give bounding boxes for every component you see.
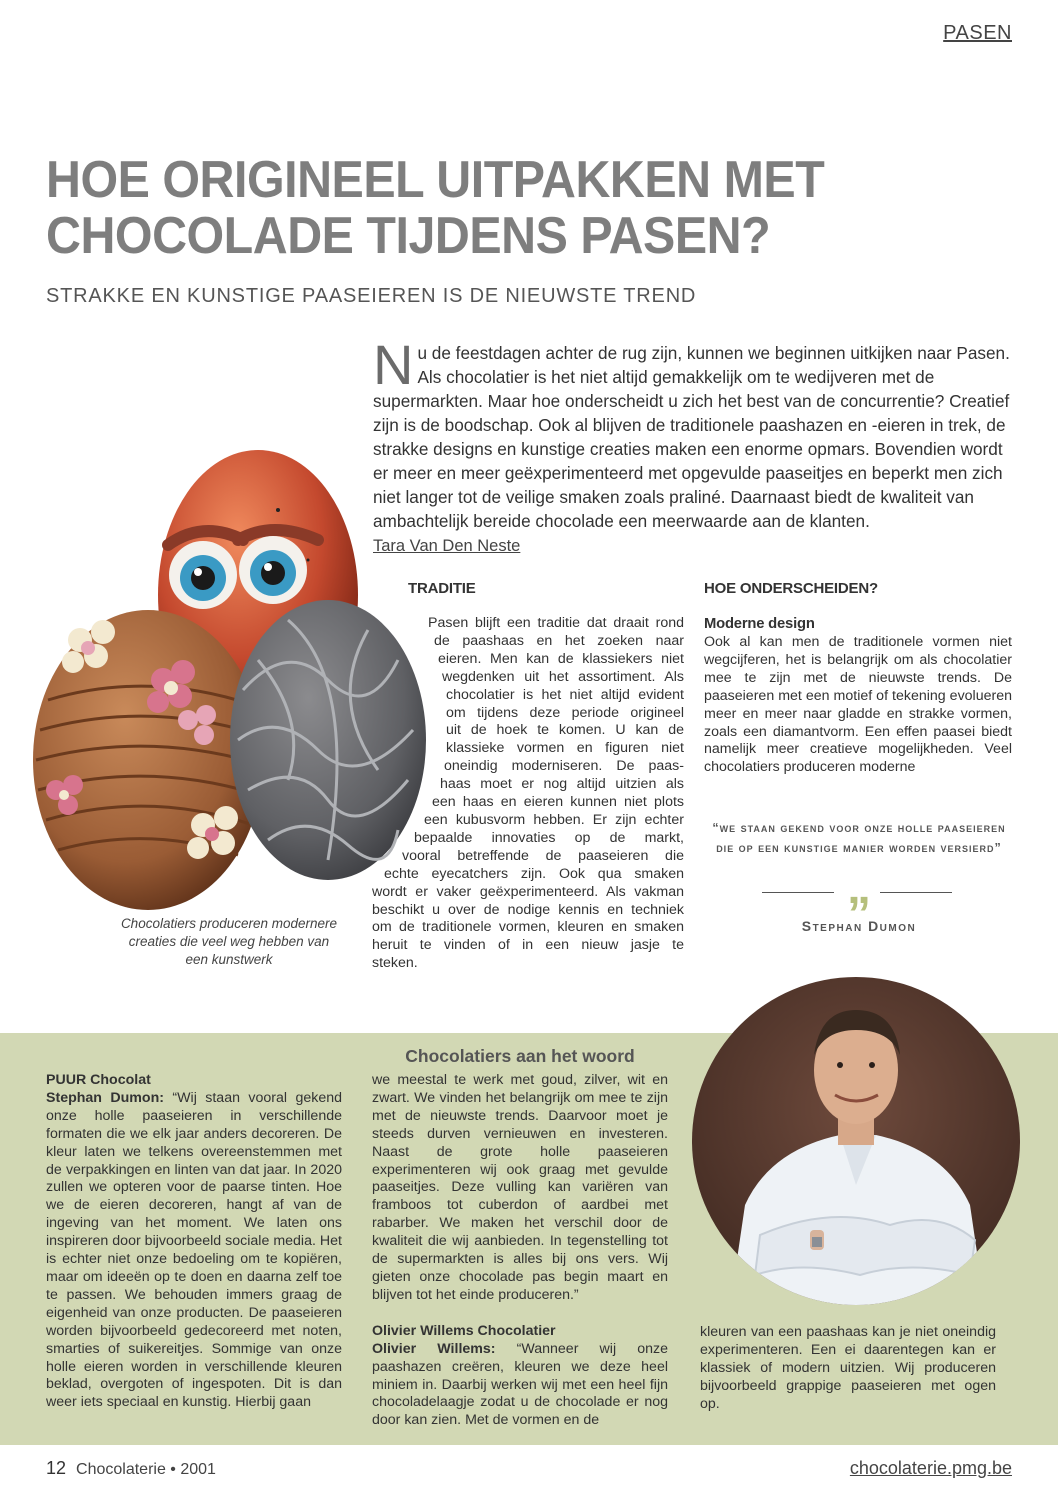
title-line-2: CHOCOLADE TIJDENS PASEN?	[46, 207, 771, 265]
author-byline[interactable]: Tara Van Den Neste	[373, 537, 521, 555]
traditie-line: Pasen blijft een traditie dat draait rond	[428, 615, 684, 631]
easter-eggs-image	[28, 440, 428, 910]
divider-line-right	[880, 892, 952, 893]
intro-line-2: Als chocolatier is het niet altijd gemakkelijk om te wedijveren met de	[417, 367, 935, 387]
drop-cap: N	[373, 333, 414, 396]
intro-line-1: u de feestdagen achter de rug zijn, kunnen we beginnen uitkijken naar Pasen.	[417, 343, 1010, 363]
puur-column	[46, 1072, 342, 1412]
traditie-line: wegdenken uit het assortiment. Als	[442, 668, 684, 685]
traditie-line: eieren. Men kan de klassiekers niet	[438, 650, 684, 667]
olivier-quote-text: “Wanneer wij onze paashazen creëren, kleuren we deze heel miniem in. Daarbij werken wij met een heel fijn chocoladelaagje zodat u de chocolade er nog door kan zien. Met de vormen en de	[372, 1340, 668, 1429]
section-tag: PASEN	[943, 22, 1012, 44]
puur-quote	[46, 1090, 342, 1412]
olivier-quote	[372, 1341, 668, 1431]
traditie-line: een haas en eieren kunnen niet plots	[432, 794, 684, 811]
quote-divider	[706, 861, 1012, 914]
puur-company: PUUR Chocolat	[46, 1072, 151, 1088]
middle-column	[372, 1072, 668, 1430]
traditie-line: haas moet er nog altijd uitzien als	[440, 776, 684, 793]
traditie-line: vooral betreffende de paaseieren die	[402, 847, 684, 864]
traditie-line: klassieke vormen en figuren niet	[446, 740, 684, 757]
traditie-line: de paashaas en het zoeken naar	[434, 632, 684, 649]
moderne-design-text: Ook al kan men de traditionele vormen niet wegcijferen, het is belangrijk om als chocolatier mee te zijn met de nieuwste trends. De paaseieren met een motief of tekening evolueren meer en meer naar gladde en strakke vormen, zoals een diamantvorm. Een effen paasei biedt namelijk meer creatieve mogelijkheden. Veel chocolatiers produceren moderne	[704, 634, 1012, 776]
olivier-quote-continued: kleuren van een paashaas kan je niet oneindig experimenteren. Een ei daarentegen kan er klassiek of modern uitzien. Wij produceren bijvoorbeeld grappige paaseieren met ogen op.	[700, 1324, 996, 1412]
article-subtitle: STRAKKE EN KUNSTIGE PAASEIEREN IS DE NIEUWSTE TREND	[46, 285, 697, 307]
puur-speaker: Stephan Dumon:	[46, 1089, 164, 1106]
brown-egg-with-flowers	[33, 610, 263, 910]
traditie-line: echte eyecatchers zijn. Ook qua smaken	[384, 865, 684, 882]
page-number: 12	[46, 1458, 67, 1478]
puur-quote-continued: we meestal te werk met goud, zilver, wit en zwart. We vinden het belangrijk om mee te zijn met de nieuwste trends. Daarvoor moet je steeds durven vernieuwen en investeren. Naast de grote holle paaseieren experimenteren wij ook graag met gevulde paaseitjes. Deze vulling kan variëren van framboos tot cuberdon of aardbei met rabarber. We maken het verschil door de kwaliteit die wij aanbieden. In tegenstelling tot de supermarkten is alles bij ons vers. Wij gieten onze chocolade pas begin maart en blijven tot het einde produceren.”	[372, 1072, 668, 1303]
traditie-text	[372, 615, 684, 973]
olivier-company: Olivier Willems Chocolatier	[372, 1322, 556, 1339]
traditie-line: oneindig moderniseren. De paas-	[444, 758, 684, 775]
publication-name: Chocolaterie • 2001	[76, 1461, 216, 1478]
traditie-line: beschikt u over de nodige kennis en techniek	[372, 901, 684, 918]
traditie-line: heruit te vinden of in een nieuw jasje te	[372, 937, 684, 954]
traditie-line: steken.	[372, 955, 418, 972]
traditie-heading: TRADITIE	[408, 580, 476, 597]
title-line-1: HOE ORIGINEEL UITPAKKEN MET	[46, 151, 825, 209]
pull-quote: “we staan gekend voor onze holle paaseieren die op een kunstige manier worden versierd”	[712, 821, 1006, 855]
footer-website-link[interactable]: chocolaterie.pmg.be	[849, 1458, 1012, 1478]
chef-portrait-photo	[690, 975, 1022, 1307]
traditie-line: chocolatier is het niet altijd evident	[446, 686, 684, 703]
footer-publication	[46, 1458, 216, 1479]
intro-rest: supermarkten. Maar hoe onderscheidt u zich het best van de concurrentie? Creatief zijn is de boodschap. Ook al blijven de traditionele paashazen en -eieren in trek, de strakke designs en kunstige creaties maken een enorme opmars. Bovendien wordt er meer en meer geëxperimenteerd met opgevulde paaseitjes en beperkt men zich niet langer tot de veilige smaken zoals praliné. Daarnaast biedt de kwaliteit van ambachtelijk bereide chocolade een meerwaarde aan de klanten.	[373, 391, 1010, 531]
interview-box-title: Chocolatiers aan het woord	[405, 1046, 635, 1066]
image-caption: Chocolatiers produceren modernere creaties die veel weg hebben van een kunstwerk	[120, 916, 338, 967]
onderscheiden-heading: HOE ONDERSCHEIDEN?	[704, 580, 878, 597]
moderne-design-heading: Moderne design	[704, 616, 815, 632]
quote-mark-icon: „	[847, 861, 871, 914]
traditie-line: om tijdens deze periode origineel	[446, 704, 684, 721]
intro-paragraph	[373, 333, 1013, 533]
traditie-line: een kubusvorm hebben. Er zijn echter	[424, 811, 684, 828]
olivier-speaker: Olivier Willems:	[372, 1340, 496, 1357]
traditie-line: uit de hoek te komen. U kan de	[446, 722, 684, 739]
quote-author: Stephan Dumon	[801, 918, 917, 934]
puur-quote-text: “Wij staan vooral gekend onze holle paaseieren in verschillende formaten die we elk jaar anders decoreren. De kleur laten we telkens overeenstemmen met de verpakkingen en linten van dat jaar. In 2020 zullen we opteren voor de paarse tinten. Hoe we de eieren decoreren, hangt af van de ingeving van het moment. We laten ons inspireren door bijvoorbeeld sociale media. Het is echter niet onze bedoeling om te kopiëren, maar om ideeën op te doen en daarna zelf toe te passen. We behouden immers graag de eigenheid van onze producten. De paaseieren worden bijvoorbeeld gedecoreerd met noten, smarties of suikereitjes. Sommige van onze holle eieren worden in verschillende kleuren beklad, overgoten of ingespoten. Dit is dan weer iets speciaal en kunstig. Hierbij gaan	[46, 1089, 343, 1411]
article-title	[46, 152, 883, 264]
traditie-line: om de traditionele vormen, kleuren en smaken	[372, 919, 684, 936]
traditie-line: wordt er vaker geëxperimenteerd. Als vakman	[372, 883, 684, 900]
traditie-line: bepaalde innovaties op de markt,	[414, 829, 684, 846]
